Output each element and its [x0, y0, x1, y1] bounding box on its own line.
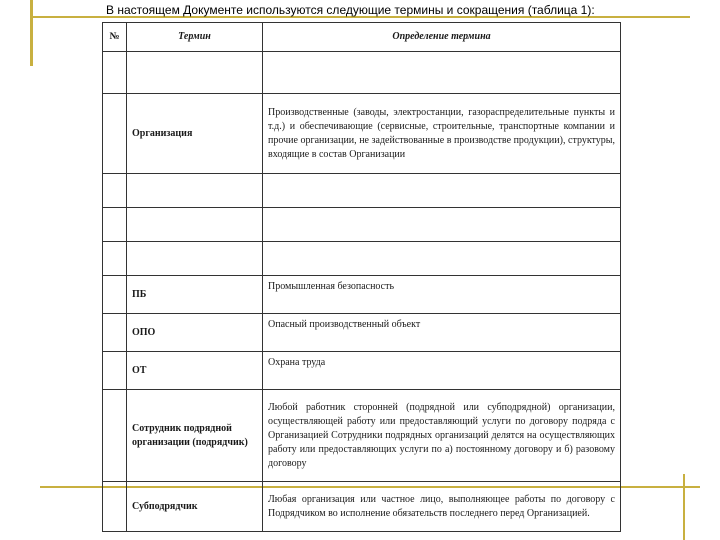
table-row [103, 94, 621, 174]
term-cell: Сотрудник подрядной организации (подрядчик) [127, 390, 263, 482]
row-number [103, 390, 127, 482]
table-row [103, 242, 621, 276]
definition-cell: Производственные (заводы, электростанции, газораспределительные пункты и т.д.) и обеспечивающие (сервисные, строительные, транспортные компании и прочие организации, не задействованные в производстве продукции), структуры, входящие в состав Организации [263, 94, 621, 174]
term-cell: ОПО [127, 314, 263, 352]
table-row [103, 352, 621, 390]
header-number: № [103, 23, 127, 52]
header-definition: Определение термина [263, 23, 621, 52]
intro-text: В настоящем Документе используются следующие термины и сокращения (таблица 1): [106, 3, 595, 17]
row-number [103, 94, 127, 174]
table-row [103, 314, 621, 352]
row-number [103, 352, 127, 390]
table-row [103, 390, 621, 482]
row-number [103, 52, 127, 94]
definition-cell: Промышленная безопасность [263, 276, 621, 314]
definition-cell [263, 242, 621, 276]
definition-cell: Любой работник сторонней (подрядной или субподрядной) организации, осуществляющей работу или предоставляющий услуги по договору подряда с Организацией Сотрудники подрядных организаций делятся на осуществляющих работу или предоставляющих услуги по а) постоянному договору и б) разовому договору [263, 390, 621, 482]
definition-cell: Охрана труда [263, 352, 621, 390]
term-cell [127, 174, 263, 208]
row-number [103, 276, 127, 314]
table-row [103, 482, 621, 532]
term-cell [127, 52, 263, 94]
table-row [103, 52, 621, 94]
definition-cell [263, 208, 621, 242]
decorative-bottom-vertical-line [683, 474, 685, 540]
table-row [103, 276, 621, 314]
row-number [103, 242, 127, 276]
header-term: Термин [127, 23, 263, 52]
decorative-vertical-line [30, 0, 33, 66]
table-row [103, 174, 621, 208]
term-cell: Субподрядчик [127, 482, 263, 532]
terms-table [102, 22, 621, 532]
definition-cell: Любая организация или частное лицо, выполняющее работы по договору с Подрядчиком во исполнение обязательств последнего перед Организацией. [263, 482, 621, 532]
table-row [103, 208, 621, 242]
term-cell: Организация [127, 94, 263, 174]
row-number [103, 482, 127, 532]
term-cell: ОТ [127, 352, 263, 390]
term-cell [127, 208, 263, 242]
row-number [103, 314, 127, 352]
definition-cell [263, 174, 621, 208]
row-number [103, 208, 127, 242]
table-header-row [103, 23, 621, 52]
definition-cell: Опасный производственный объект [263, 314, 621, 352]
definition-cell [263, 52, 621, 94]
row-number [103, 174, 127, 208]
term-cell [127, 242, 263, 276]
term-cell: ПБ [127, 276, 263, 314]
